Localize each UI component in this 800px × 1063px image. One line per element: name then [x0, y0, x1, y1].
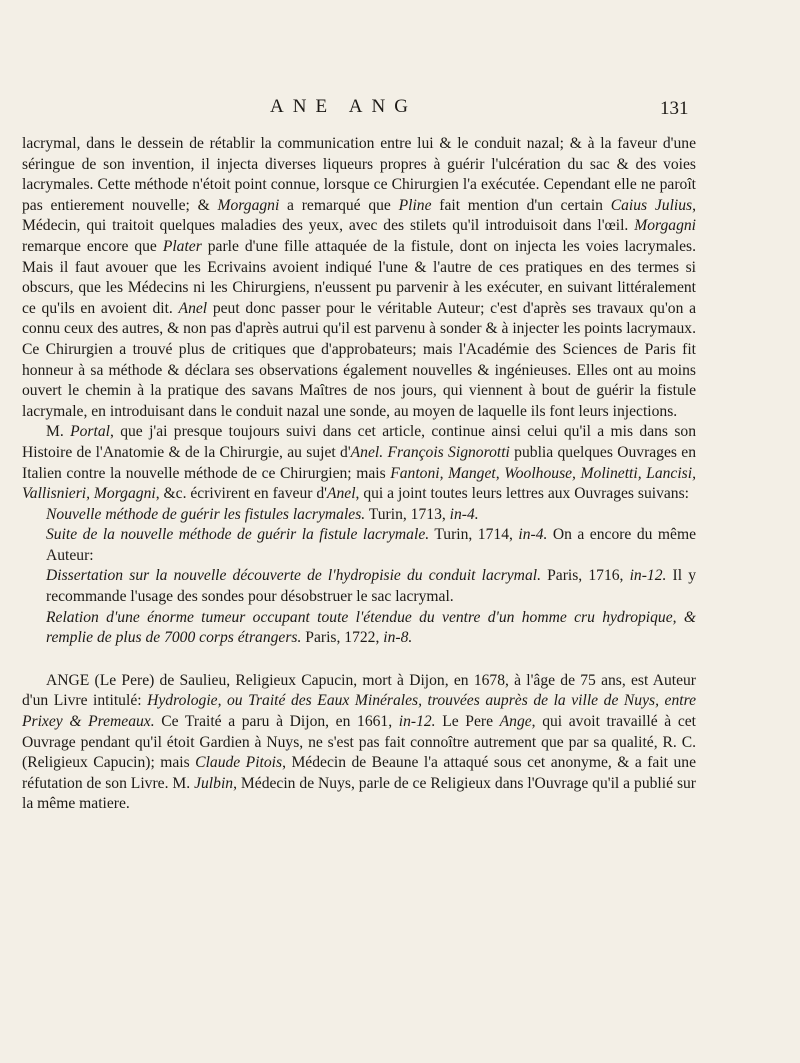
reference-2: Suite de la nouvelle méthode de guérir la fistule lacrymale. Turin, 1714, in-4. On a encore du même Auteur:: [46, 526, 696, 564]
page-header: [0, 96, 800, 126]
running-head: ANE ANG: [270, 96, 417, 117]
reference-1: Nouvelle méthode de guérir les fistules lacrymales. Turin, 1713, in-4.: [46, 505, 479, 523]
reference-3: Dissertation sur la nouvelle découverte de l'hydropisie du conduit lacrymal. Paris, 1716, in-12. Il y recommande l'usage des sondes pour désobstruer le sac lacrymal.: [46, 567, 697, 606]
entry-ange: ANGE (Le Pere) de Saulieu, Religieux Capucin, mort à Dijon, en 1678, à l'âge de 75 ans, est Auteur d'un Livre intitulé: Hydrologie, ou Traité des Eaux Minérales, trouvées auprès de la ville de Nuys, entre Prixey & Premeaux. Ce Traité a paru à Dijon, en 1661, in-12. Le Pere Ange, qui avoit travaillé à cet Ouvrage pendant qu'il étoit Gardien à Nuys, ne s'est pas fait connoître autrement que par sa qualité, R. C. (Religieux Capucin); mais Claude Pitois, Médecin de Beaune l'a attaqué sous cet anonyme, & a fait une réfutation de son Livre. M. Julbin, Médecin de Nuys, parle de ce Religieux dans l'Ouvrage qu'il a publié sur la même matiere.: [22, 671, 697, 813]
entry-headword: ANGE: [46, 671, 90, 689]
main-text: [22, 134, 696, 815]
page-number: 131: [660, 98, 689, 119]
paragraph-anel-method: lacrymal, dans le dessein de rétablir la communication entre lui & le conduit nazal; & à la faveur d'une séringue de son invention, il injecta diverses liqueurs propres à guérir l'ulcération du sac & des voies lacrymales. Cette méthode n'étoit point connue, lorsque ce Chirurgien l'a exécutée. Cependant elle ne paroît pas entierement nouvelle; & Morgagni a remarqué que Pline fait mention d'un certain Caius Julius, Médecin, qui traitoit quelques maladies des yeux, avec des stilets qu'il introduisoit dans l'œil. Morgagni remarque encore que Plater parle d'une fille attaquée de la fistule, dont on injecta les voies lacrymales. Mais il faut avouer que les Ecrivains avoient indiqué l'une & l'autre de ces pratiques en des termes si obscurs, que les Médecins ni les Chirurgiens, n'eussent pu parvenir à les exécuter, en suivant littéralement ce qu'ils en avoient dit. Anel peut donc passer pour le véritable Auteur; c'est d'après ses travaux qu'on a connu ceux des autres, & non pas d'après autrui qu'il est parvenu à sonder & à injecter les points lacrymaux. Ce Chirurgien a trouvé plus de critiques que d'approbateurs; mais l'Académie des Sciences de Paris fit honneur à sa méthode & déclara ses observations également nouvelles & ingénieuses. Elles ont au moins ouvert le chemin à la pratique des savans Maîtres de nos jours, qui viennent à bout de guérir la fistule lacrymale, en introduisant dans le conduit nazal une sonde, au moyen de laquelle ils font leurs injections.: [22, 135, 697, 420]
reference-4: Relation d'une énorme tumeur occupant toute l'étendue du ventre d'un homme cru hydropique, & remplie de plus de 7000 corps étrangers. Paris, 1722, in-8.: [46, 608, 696, 647]
paragraph-portal: M. Portal, que j'ai presque toujours suivi dans cet article, continue ainsi celui qu'il a mis dans son Histoire de l'Anatomie & de la Chirurgie, au sujet d'Anel. François Signorotti publia quelques Ouvrages en Italien contre la nouvelle méthode de ce Chirurgien; mais Fantoni, Manget, Woolhouse, Molinetti, Lancisi, Vallisnieri, Morgagni, &c. écrivirent en faveur d'Anel, qui a joint toutes leurs lettres aux Ouvrages suivans:: [22, 423, 697, 503]
